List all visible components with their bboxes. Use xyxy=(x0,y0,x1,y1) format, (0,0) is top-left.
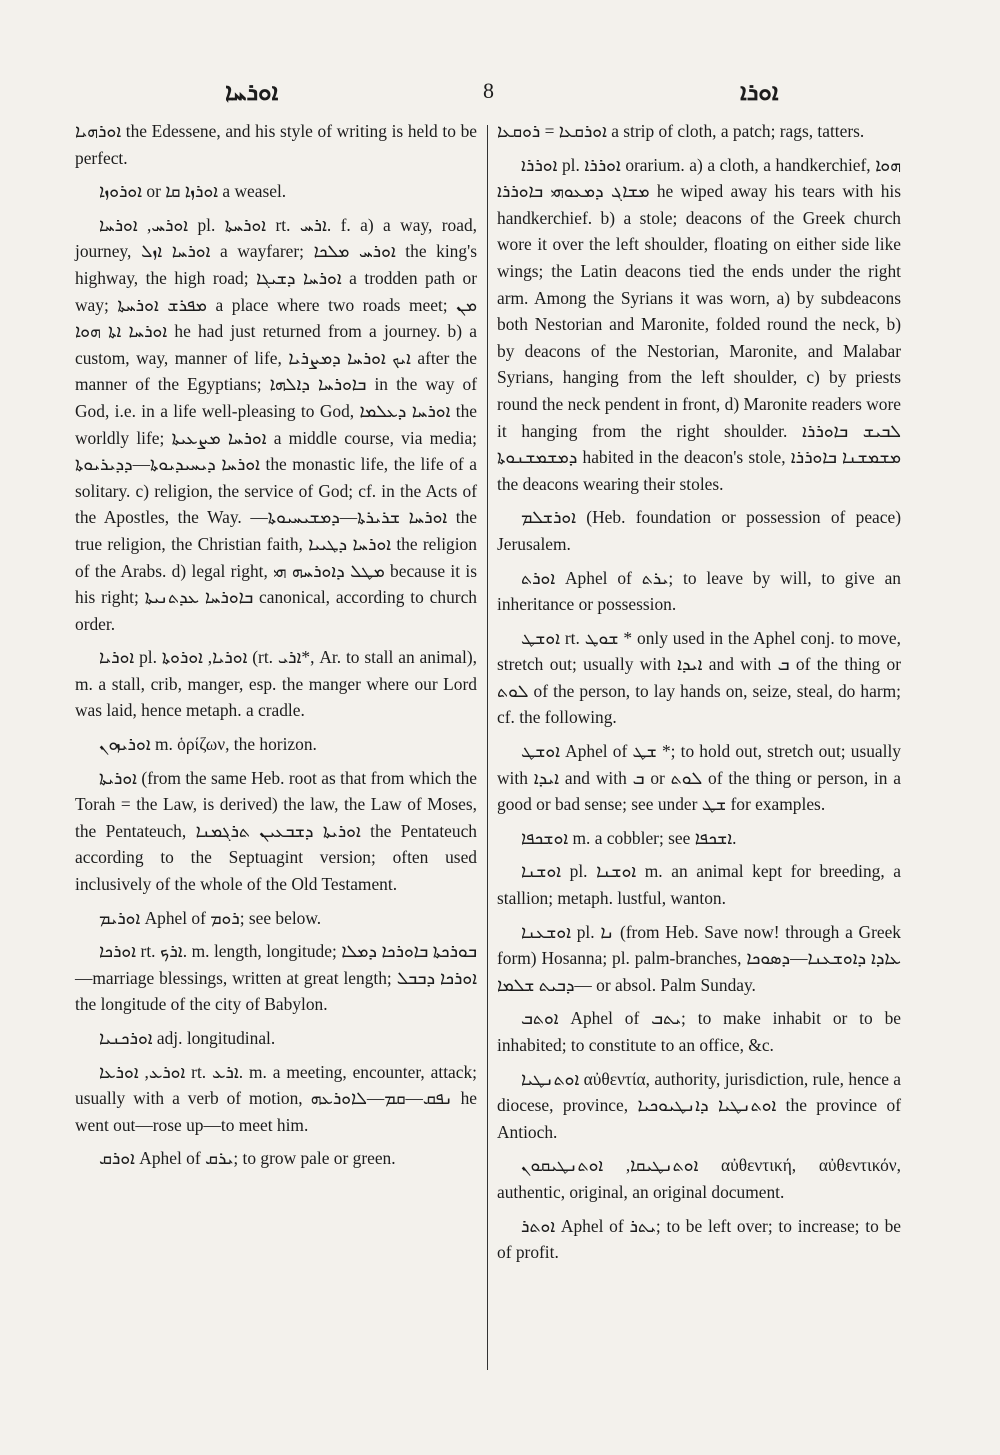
dictionary-entry: ܐܘܪܝܙܘܢ m. ὁρίζων, the horizon. xyxy=(99,734,317,755)
dictionary-entry: ܐܘܪܘܙܐ or ܐܘܪܙܐ ܩܐ a weasel. xyxy=(99,181,287,202)
dictionary-entry: ܐܘܬܢܛܝܐ αὐθεντία, authority, jurisdiction, rule, hence a diocese, province, ܐܘܬܢܛܝܐ ܕܐܢܛܝܘܟܝܐ the province of Antioch. xyxy=(497,1068,901,1142)
dictionary-entry: ܐܘܪܟܐ rt. ܐܪܟ. m. length, longitude; ܒܘܪܟܬܐ ܒܐܘܪܟܐ ܕܡܠܐ—marriage blessings, written at great length; ܐܘܪܟܐ ܕܒܒܠ the longitude of the city of Babylon. xyxy=(75,941,477,1015)
dictionary-entry: ܐܘܪܩ Aphel of ܝܪܩ; to grow pale or green. xyxy=(99,1148,396,1169)
dictionary-entry: ܐܘܪܚ, ܐܘܪܚܐ pl. ܐܘܪܚܬܐ rt. ܐܪܚ. f. a) a way, road, journey, ܐܘܪܚܐ ܐܙܠ a wayfarer; ܐܘܪܚ ܡܠܟܐ the king's highway, the high road; ܐܘܪܚܐ ܕܫܝܓܐ a trodden path or way; ܡܦܪܫ ܐܘܪܚܬܐ a place where two roads meet; ܡܢ ܐܘܪܚܐ ܐܬܐ ܗܘܐ he had just returned from a journey. b) a custom, way, manner of life, ܐܝܟ ܐܘܪܚܐ ܕܡܨܪܝܐ after the manner of the Egyptians; ܒܐܘܪܚܐ ܕܐܠܗܐ in the way of God, i.e. in a life well-pleasing to God, ܐܘܪܚܐ ܕܥܠܡܐ the worldly life; ܐܘܪܚܐ ܡܨܥܝܬܐ a middle course, via media; ܐܘܪܚܐ ܕܝܚܝܕܝܘܬܐ—ܕܕܝܪܝܘܬܐ the monastic life, the life of a solitary. c) religion, the service of God; cf. in the Acts of the Apostles, the Way. —ܐܘܪܚܐ ܫܪܝܪܬܐ—ܕܡܫܝܚܝܘܬܐ the true religion, the Christian faith, ܐܘܪܚܐ ܕܛܝܝܐ the religion of the Arabs. d) legal right, ܡܛܠ ܕܐܘܪܚܗ ܗܝ because it is his right; ܒܐܘܪܚܐ ܥܕܬܢܝܬܐ canonical, according to church order. xyxy=(75,214,478,634)
left-column xyxy=(75,118,477,1179)
dictionary-entry: ܐܘܪܟܢܝܐ adj. longitudinal. xyxy=(99,1028,276,1048)
dictionary-entry: ܐܘܪܬ Aphel of ܝܪܬ; to leave by will, to give an inheritance or possession. xyxy=(497,567,902,615)
page-number: 8 xyxy=(483,78,494,103)
dictionary-entry: ܐܘܪܥ, ܐܘܪܥܐ rt. ܐܪܥ. m. a meeting, encounter, attack; usually with a verb of motion, ܢܦܩ—ܩܡ—ܠܐܘܪܥܗ he went out—rose up—to meet him. xyxy=(75,1061,478,1135)
running-header xyxy=(75,78,905,108)
left-guide-word: ܐܘܪܚܐ xyxy=(225,78,279,106)
dictionary-entry: ܐܘܬܒ Aphel of ܝܬܒ; to make inhabit or to be inhabited; to constitute to an office, &c. xyxy=(497,1008,901,1055)
dictionary-entry: ܐܘܫܛ rt. ܫܘܛ * only used in the Aphel conj. to move, stretch out; usually with ܐܝܕܐ and with ܒ of the thing or ܠܘܬ of the person, to lay hands on, seize, steal, do harm; cf. the following. xyxy=(497,627,902,728)
dictionary-entry: ܐܘܪܝܐ pl. ܐܘܪܝܐ, ܐܘܪܘܬܐ (rt. ܐܪܝ*, Ar. to stall an animal), m. a stall, crib, manger, esp. the manger where our Lord was laid, hence metaph. a cradle. xyxy=(75,647,477,721)
dictionary-entry: ܐܘܫܟܦܐ m. a cobbler; see ܐܫܟܦܐ. xyxy=(521,827,737,848)
right-column xyxy=(497,118,901,1273)
dictionary-entry: ܐܘܪܗܝܐ the Edessene, and his style of writing is held to be perfect. xyxy=(75,121,477,168)
dictionary-entry: ܐܘܫܢܐ pl. ܐܘܫܢܐ m. an animal kept for breeding, a stallion; metaph. lustful, wanton. xyxy=(497,861,901,909)
right-guide-word: ܐܘܪܐ xyxy=(740,78,779,106)
dictionary-entry: ܐܘܪܩܥܐ = ܪܘܩܥܐ a strip of cloth, a patch; rags, tatters. xyxy=(497,121,865,141)
dictionary-entry: ܐܘܪܝܡ Aphel of ܪܘܡ; see below. xyxy=(99,907,322,928)
column-divider xyxy=(487,125,488,1370)
dictionary-entry: ܐܘܪܝܬܐ (from the same Heb. root as that from which the Torah = the Law, is derived) the law, the Law of Moses, the Pentateuch, ܐܘܪܝܬܐ ܕܫܒܥܝܢ ܬܪܓܡܢܐ the Pentateuch according to the Septuagint version; often used inclusively of the whole of the Old Testament. xyxy=(75,767,477,895)
dictionary-entry: ܐܘܫܥܢܐ pl. ܢܐ (from Heb. Save now! through a Greek form) Hosanna; pl. palm-branches, ܥܐܕܐ ܕܐܘܫܥܢܐ—ܕܣܘܟܐ—ܕܒܝܬ ܫܠܡܐ or absol. Palm Sunday. xyxy=(497,921,901,995)
dictionary-entry: ܐܘܪܪܐ pl. ܐܘܪܪܐ orarium. a) a cloth, a handkerchief, ܗܘܐ ܡܫܐܓ ܕܡܥܘܗܝ ܒܐܘܪܪܐ he wiped away his tears with his handkerchief. b) a stole; deacons of the Greek church wore it over the left shoulder, floating on either side like wings; the Latin deacons tied the ends under the right arm. Among the Syrians it was worn, a) by subdeacons both Nestorian and Maronite, folded round the neck, b) by deacons of the Nestorian, Maronite, and Malabar Syrians, hanging from the left shoulder, c) by priests round the neck pendent in front, d) Maronite readers wore it hanging from the right shoulder. ܠܒܝܫ ܒܐܘܪܪܐ ܕܡܫܡܫܢܘܬܐ habited in the deacon's stole, ܡܫܡܫܢܐ ܒܐܘܪܪܐ the deacons wearing their stoles. xyxy=(497,154,902,494)
dictionary-entry: ܐܘܫܛ Aphel of ܫܛ *; to hold out, stretch out; usually with ܐܝܕܐ and with ܒ or ܠܘܬ of the thing or person, in a good or bad sense; see under ܫܛ for examples. xyxy=(497,741,902,815)
dictionary-entry: ܐܘܬܢܛܝܩܐ, ܐܘܬܢܛܝܩܘܢ αὐθεντική, αὐθεντικόν, authentic, original, an original document. xyxy=(497,1155,901,1202)
dictionary-entry: ܐܘܪܫܠܡ (Heb. foundation or possession of peace) Jerusalem. xyxy=(497,507,901,554)
dictionary-entry: ܐܘܬܪ Aphel of ܝܬܪ; to be left over; to increase; to be of profit. xyxy=(497,1215,901,1263)
